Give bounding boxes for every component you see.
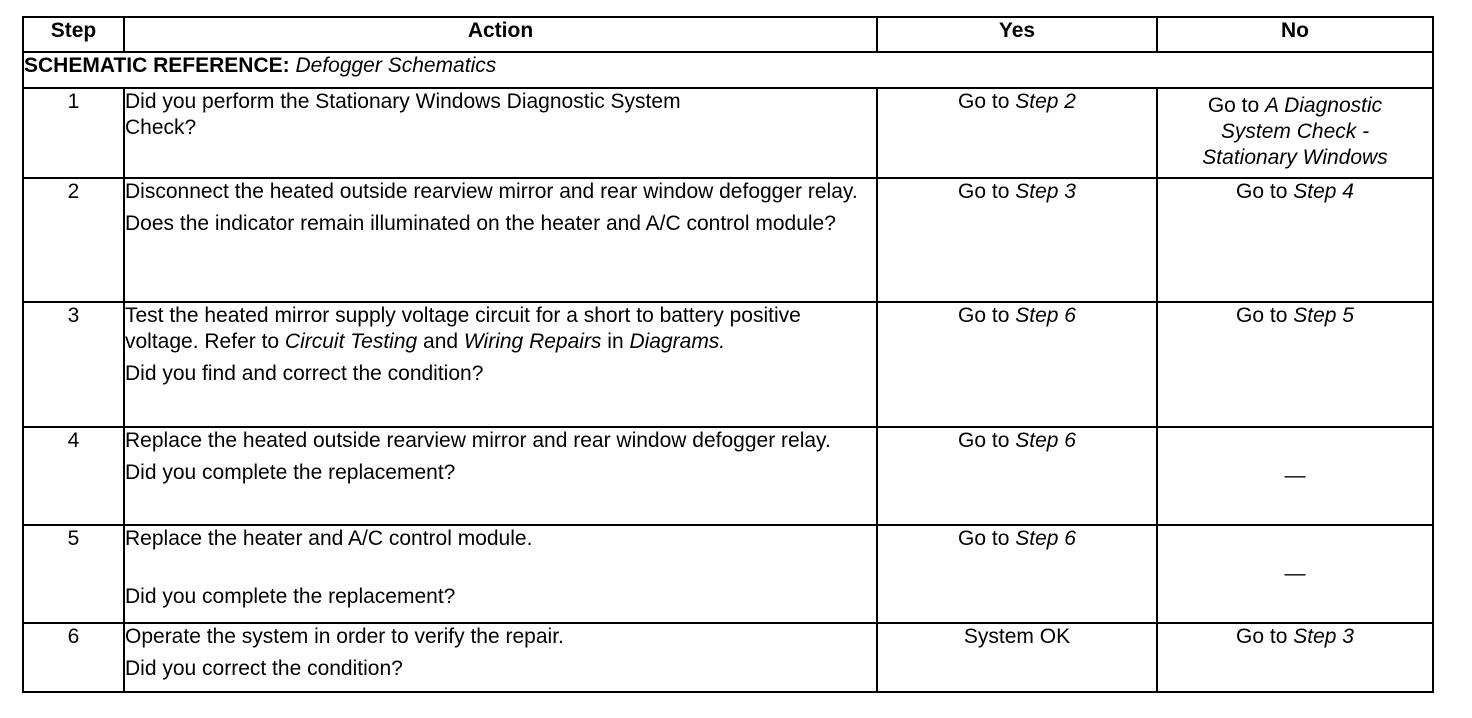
action-text-pre: Test the heated mirror supply voltage circuit for a short to battery positive voltage. Refer to [125, 304, 801, 353]
header-row [23, 17, 1433, 52]
table-row [23, 178, 1433, 302]
yes-prefix: Go to [958, 527, 1016, 550]
schematic-reference-row [23, 52, 1433, 88]
action-cell [124, 88, 877, 178]
action-text-post: in [601, 330, 630, 353]
ref-circuit-testing[interactable]: Circuit Testing [284, 330, 418, 353]
yes-link-step[interactable]: Step 6 [1015, 527, 1076, 550]
yes-cell [877, 178, 1157, 302]
no-dash: — [1284, 464, 1306, 487]
no-cell [1157, 525, 1433, 623]
table-row [23, 88, 1433, 178]
action-question: Did you complete the replacement? [125, 585, 456, 608]
no-prefix: Go to [1236, 625, 1294, 648]
no-prefix: Go to [1207, 94, 1266, 117]
action-cell [124, 427, 877, 525]
table-row [23, 623, 1433, 692]
action-instruction: Disconnect the heated outside rearview mirror and rear window defogger relay. [125, 180, 858, 203]
yes-cell [877, 427, 1157, 525]
yes-cell [877, 302, 1157, 427]
no-cell [1157, 427, 1433, 525]
yes-link-step[interactable]: Step 6 [1015, 304, 1076, 327]
yes-prefix: Go to [958, 90, 1016, 113]
yes-link-step[interactable]: Step 3 [1015, 180, 1076, 203]
header-action: Action [124, 17, 877, 52]
yes-link-step[interactable]: Step 6 [1015, 429, 1076, 452]
action-cell [124, 525, 877, 623]
diagnostic-table [22, 16, 1434, 693]
no-link-step[interactable]: Step 5 [1293, 304, 1354, 327]
action-cell [124, 302, 877, 427]
action-instruction: Operate the system in order to verify the repair. [125, 625, 564, 648]
yes-cell [877, 525, 1157, 623]
schematic-reference-label: SCHEMATIC REFERENCE: [24, 54, 290, 77]
yes-prefix: Go to [958, 429, 1016, 452]
step-number: 4 [23, 427, 124, 525]
step-number: 5 [23, 525, 124, 623]
table-row [23, 302, 1433, 427]
table-row [23, 525, 1433, 623]
ref-wiring-repairs[interactable]: Wiring Repairs [463, 330, 602, 353]
no-cell [1157, 178, 1433, 302]
action-question: Does the indicator remain illuminated on the heater and A/C control module? [125, 212, 836, 235]
action-instruction: Replace the heater and A/C control module. [125, 527, 533, 550]
no-link-step[interactable]: Step 4 [1293, 180, 1354, 203]
table-row [23, 427, 1433, 525]
action-instruction: Replace the heated outside rearview mirror and rear window defogger relay. [125, 429, 831, 452]
no-cell [1157, 623, 1433, 692]
no-cell [1157, 302, 1433, 427]
action-text-mid: and [417, 330, 464, 353]
schematic-reference-value: Defogger Schematics [295, 54, 497, 77]
yes-cell [877, 623, 1157, 692]
no-prefix: Go to [1236, 180, 1294, 203]
action-question: Did you find and correct the condition? [125, 362, 484, 385]
no-link-step[interactable]: Step 3 [1293, 625, 1354, 648]
yes-link-step[interactable]: Step 2 [1015, 90, 1076, 113]
yes-result: System OK [963, 625, 1071, 648]
step-number: 2 [23, 178, 124, 302]
no-dash: — [1284, 562, 1306, 585]
action-cell [124, 178, 877, 302]
action-question: Did you correct the condition? [125, 657, 403, 680]
no-link-diagnostic[interactable]: A Diagnostic System Check - Stationary Windows [1202, 94, 1388, 169]
step-number: 3 [23, 302, 124, 427]
header-step: Step [23, 17, 124, 52]
action-cell [124, 623, 877, 692]
no-cell [1157, 88, 1433, 178]
header-no: No [1157, 17, 1433, 52]
header-yes: Yes [877, 17, 1157, 52]
ref-diagrams[interactable]: Diagrams. [629, 330, 726, 353]
yes-cell [877, 88, 1157, 178]
action-question: Did you complete the replacement? [125, 461, 456, 484]
step-number: 1 [23, 88, 124, 178]
step-number: 6 [23, 623, 124, 692]
action-text: Did you perform the Stationary Windows Diagnostic System Check? [125, 90, 681, 139]
schematic-reference [23, 52, 1433, 88]
no-prefix: Go to [1236, 304, 1294, 327]
action-instruction [125, 303, 876, 355]
yes-prefix: Go to [958, 304, 1016, 327]
yes-prefix: Go to [958, 180, 1016, 203]
